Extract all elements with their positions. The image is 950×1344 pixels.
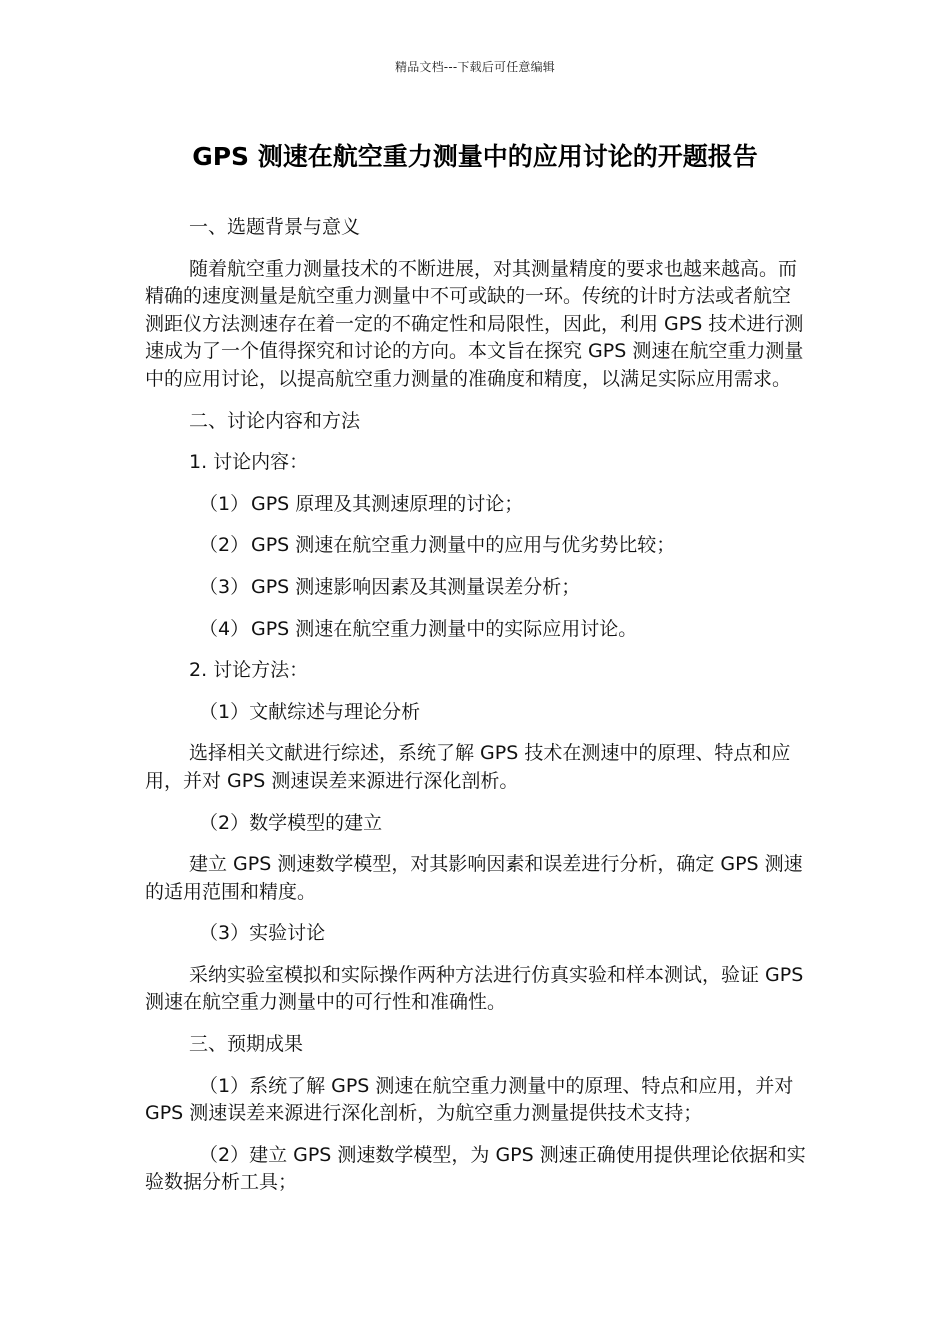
result-item-2: （2）建立 GPS 测速数学模型，为 GPS 测速正确使用提供理论依据和实验数据分析工具； bbox=[145, 1143, 806, 1194]
method1-heading: （1）文献综述与理论分析 bbox=[199, 700, 421, 723]
method3-heading: （3）实验讨论 bbox=[199, 922, 326, 945]
section-heading-content-method: 二、讨论内容和方法 bbox=[189, 409, 361, 432]
section-heading-background: 一、选题背景与意义 bbox=[189, 216, 361, 238]
content-item-2 bbox=[145, 532, 808, 560]
method3-paragraph: 采纳实验室模拟和实际操作两种方法进行仿真实验和样本测试，验证 GPS 测速在航空重力测量中的可行性和准确性。 bbox=[145, 963, 804, 1014]
content-item-text: GPS 测速影响因素及其测量误差分析； bbox=[251, 575, 581, 598]
section-heading-expected-results: 三、预期成果 bbox=[189, 1033, 304, 1056]
method1-paragraph: 选择相关文献进行综述，系统了解 GPS 技术在测速中的原理、特点和应用，并对 GPS 测速误差来源进行深化剖析。 bbox=[145, 742, 791, 792]
result-item-1: （1）系统了解 GPS 测速在航空重力测量中的原理、特点和应用，并对 GPS 测速误差来源进行深化剖析，为航空重力测量提供技术支持； bbox=[145, 1074, 794, 1125]
content-item-number: （4） bbox=[199, 617, 250, 640]
content-item-text: GPS 原理及其测速原理的讨论； bbox=[251, 492, 524, 515]
content-item-number: （1） bbox=[199, 492, 250, 515]
method2-heading: （2）数学模型的建立 bbox=[199, 811, 383, 834]
content-item-1 bbox=[145, 491, 808, 519]
content-subheading: 1. 讨论内容： bbox=[189, 451, 309, 474]
method2-paragraph: 建立 GPS 测速数学模型，对其影响因素和误差进行分析，确定 GPS 测速的适用范围和精度。 bbox=[145, 853, 803, 903]
method-subheading: 2. 讨论方法： bbox=[189, 659, 309, 682]
background-paragraph: 随着航空重力测量技术的不断进展，对其测量精度的要求也越来越高。而精确的速度测量是航空重力测量中不可或缺的一环。传统的计时方法或者航空测距仪方法测速存在着一定的不确定性和局限性，因此，利用 GPS 技术进行测速成为了一个值得探究和讨论的方向。本文旨在探究 GPS 测速在航空重力测量中的应用讨论，以提高航空重力测量的准确度和精度，以满足实际应用需求。 bbox=[145, 257, 804, 390]
document-title: GPS 测速在航空重力测量中的应用讨论的开题报告 bbox=[192, 142, 758, 171]
content-item-text: GPS 测速在航空重力测量中的实际应用讨论。 bbox=[251, 617, 638, 640]
content-item-3 bbox=[145, 574, 808, 602]
content-item-text: GPS 测速在航空重力测量中的应用与优劣势比较； bbox=[251, 534, 676, 557]
document-body bbox=[145, 214, 808, 1211]
header-note: 精品文档---下载后可任意编辑 bbox=[395, 60, 555, 74]
content-item-4 bbox=[145, 616, 808, 644]
content-item-number: （3） bbox=[199, 575, 250, 598]
content-item-number: （2） bbox=[199, 534, 250, 557]
